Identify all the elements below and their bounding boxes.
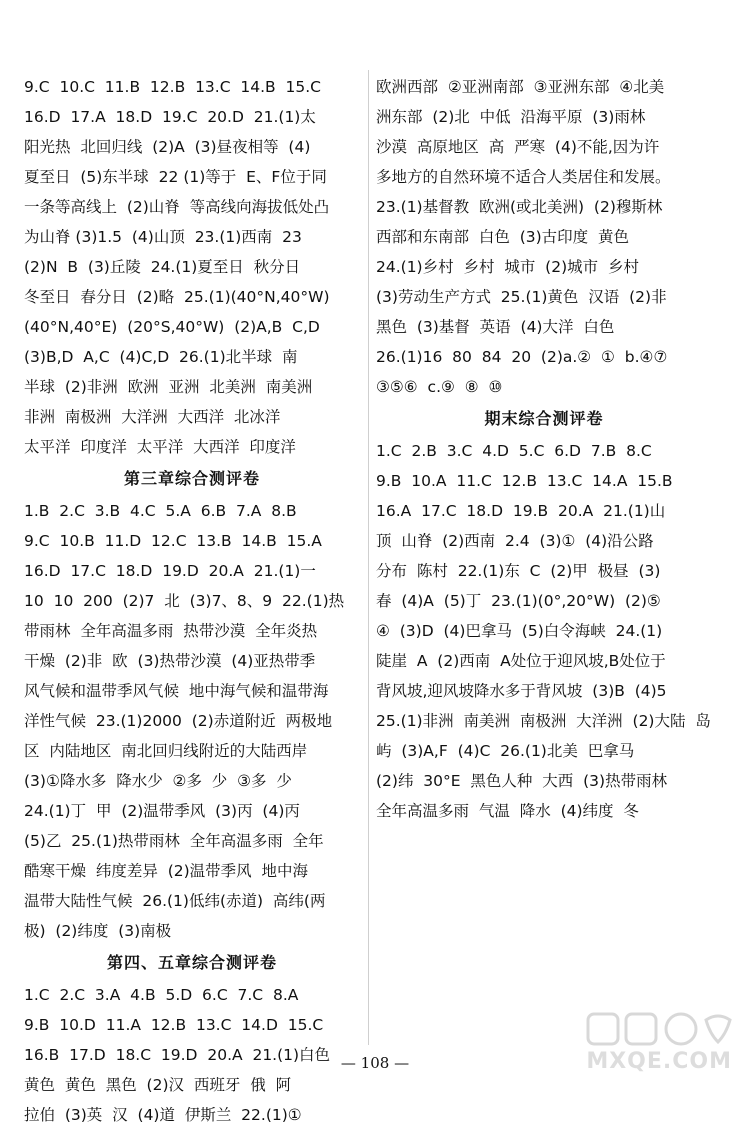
answer-line: (3)劳动生产方式 25.(1)黄色 汉语 (2)非 xyxy=(376,288,667,306)
answer-line: ③⑤⑥ c.⑨ ⑧ ⑩ xyxy=(376,378,503,396)
answer-line: (2)N B (3)丘陵 24.(1)夏至日 秋分日 xyxy=(24,258,301,276)
answer-line: 黄色 黄色 黑色 (2)汉 西班牙 俄 阿 xyxy=(24,1076,292,1094)
answer-line: 风气候和温带季风气候 地中海气候和温带海 xyxy=(24,682,329,700)
answer-line: 全年高温多雨 气温 降水 (4)纬度 冬 xyxy=(376,802,639,820)
answer-line: 洋性气候 23.(1)2000 (2)赤道附近 两极地 xyxy=(24,712,333,730)
answer-line: 太平洋 印度洋 太平洋 大西洋 印度洋 xyxy=(24,438,296,456)
answer-line: 夏至日 (5)东半球 22 (1)等于 E、F位于同 xyxy=(24,168,327,186)
answer-line: 欧洲西部 ②亚洲南部 ③亚洲东部 ④北美 xyxy=(376,78,665,96)
answer-line: 9.B 10.A 11.C 12.B 13.C 14.A 15.B xyxy=(376,472,673,490)
answer-line: 洲东部 (2)北 中低 沿海平原 (3)雨林 xyxy=(376,108,646,126)
answer-line: 半球 (2)非洲 欧洲 亚洲 北美洲 南美洲 xyxy=(24,378,313,396)
answer-line: 1.C 2.B 3.C 4.D 5.C 6.D 7.B 8.C xyxy=(376,442,652,460)
page-number: — 108 — xyxy=(340,1054,410,1072)
answer-line: 背风坡,迎风坡降水多于背风坡 (3)B (4)5 xyxy=(376,682,667,700)
answer-line: 23.(1)基督教 欧洲(或北美洲) (2)穆斯林 xyxy=(376,198,663,216)
watermark-text: MXQE.COM xyxy=(586,1049,732,1074)
answer-line: (40°N,40°E) (20°S,40°W) (2)A,B C,D xyxy=(24,318,320,336)
answer-line: 冬至日 春分日 (2)略 25.(1)(40°N,40°W) xyxy=(24,288,330,306)
answer-line: (3)①降水多 降水少 ②多 少 ③多 少 xyxy=(24,772,292,790)
answer-line: 非洲 南极洲 大洋洲 大西洋 北冰洋 xyxy=(24,408,281,426)
answer-line: 16.D 17.A 18.D 19.C 20.D 21.(1)太 xyxy=(24,108,316,126)
answer-line: 1.B 2.C 3.B 4.C 5.A 6.B 7.A 8.B xyxy=(24,502,297,520)
answer-line: 16.D 17.C 18.D 19.D 20.A 21.(1)一 xyxy=(24,562,316,580)
answer-line: 24.(1)丁 甲 (2)温带季风 (3)丙 (4)丙 xyxy=(24,802,300,820)
answer-line: 顶 山脊 (2)西南 2.4 (3)① (4)沿公路 xyxy=(376,532,654,550)
answer-line: 16.B 17.D 18.C 19.D 20.A 21.(1)白色 xyxy=(24,1046,331,1064)
answer-line: 带雨林 全年高温多雨 热带沙漠 全年炎热 xyxy=(24,622,318,640)
answer-line: 9.C 10.C 11.B 12.B 13.C 14.B 15.C xyxy=(24,78,322,96)
column-divider xyxy=(368,70,369,1045)
right-column xyxy=(376,72,712,826)
section-heading: 第四、五章综合测评卷 xyxy=(106,953,277,972)
answer-line: 26.(1)16 80 84 20 (2)a.② ① b.④⑦ xyxy=(376,348,668,366)
answer-line: 多地方的自然环境不适合人类居住和发展。 xyxy=(376,168,671,186)
answer-line: 酷寒干燥 纬度差异 (2)温带季风 地中海 xyxy=(24,862,309,880)
answer-line: 区 内陆地区 南北回归线附近的大陆西岸 xyxy=(24,742,308,760)
answer-line: 温带大陆性气候 26.(1)低纬(赤道) 高纬(两 xyxy=(24,892,326,910)
section-heading: 期末综合测评卷 xyxy=(484,409,604,428)
answer-line: 24.(1)乡村 乡村 城市 (2)城市 乡村 xyxy=(376,258,639,276)
answer-line: 极) (2)纬度 (3)南极 xyxy=(24,922,172,940)
answer-line: (3)B,D A,C (4)C,D 26.(1)北半球 南 xyxy=(24,348,298,366)
answer-line: 拉伯 (3)英 汉 (4)道 伊斯兰 22.(1)① xyxy=(24,1106,302,1124)
answer-line: 9.B 10.D 11.A 12.B 13.C 14.D 15.C xyxy=(24,1016,324,1034)
left-column xyxy=(24,72,360,1130)
watermark-logo-icon xyxy=(586,1010,736,1048)
answer-line: 西部和东南部 白色 (3)古印度 黄色 xyxy=(376,228,630,246)
answer-line: 春 (4)A (5)丁 23.(1)(0°,20°W) (2)⑤ xyxy=(376,592,661,610)
watermark xyxy=(586,1010,736,1074)
answer-line: 干燥 (2)非 欧 (3)热带沙漠 (4)亚热带季 xyxy=(24,652,316,670)
answer-line: ④ (3)D (4)巴拿马 (5)白令海峡 24.(1) xyxy=(376,622,663,640)
answer-line: 陡崖 A (2)西南 A处位于迎风坡,B处位于 xyxy=(376,652,666,670)
answer-line: 9.C 10.B 11.D 12.C 13.B 14.B 15.A xyxy=(24,532,322,550)
section-heading: 第三章综合测评卷 xyxy=(123,469,260,488)
answer-line: (2)纬 30°E 黑色人种 大西 (3)热带雨林 xyxy=(376,772,668,790)
answer-line: 10 10 200 (2)7 北 (3)7、8、9 22.(1)热 xyxy=(24,592,345,610)
answer-line: 阳光热 北回归线 (2)A (3)昼夜相等 (4) xyxy=(24,138,311,156)
answer-line: 1.C 2.C 3.A 4.B 5.D 6.C 7.C 8.A xyxy=(24,986,299,1004)
answer-line: (5)乙 25.(1)热带雨林 全年高温多雨 全年 xyxy=(24,832,324,850)
answer-line: 一条等高线上 (2)山脊 等高线向海拔低处凸 xyxy=(24,198,330,216)
answer-line: 为山脊 (3)1.5 (4)山顶 23.(1)西南 23 xyxy=(24,228,302,246)
answer-line: 25.(1)非洲 南美洲 南极洲 大洋洲 (2)大陆 岛 xyxy=(376,712,711,730)
answer-line: 分布 陈村 22.(1)东 C (2)甲 极昼 (3) xyxy=(376,562,661,580)
answer-line: 黑色 (3)基督 英语 (4)大洋 白色 xyxy=(376,318,615,336)
answer-line: 16.A 17.C 18.D 19.B 20.A 21.(1)山 xyxy=(376,502,666,520)
answer-line: 沙漠 高原地区 高 严寒 (4)不能,因为许 xyxy=(376,138,660,156)
answer-line: 屿 (3)A,F (4)C 26.(1)北美 巴拿马 xyxy=(376,742,635,760)
